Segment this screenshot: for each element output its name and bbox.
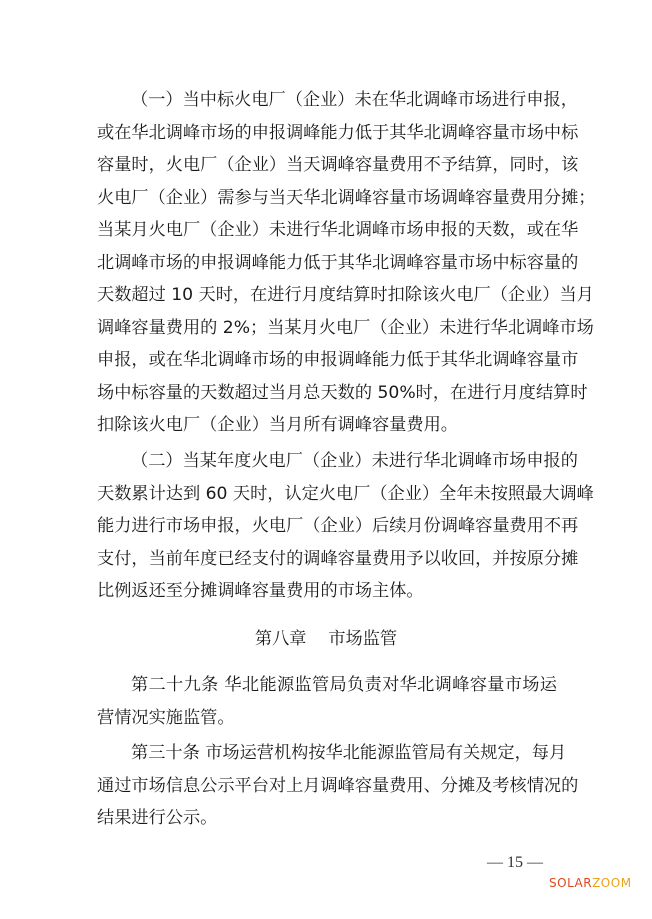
article-line: 营情况实施监管。 [97, 708, 235, 728]
paragraph-line: （一）当中标火电厂（企业）未在华北调峰市场进行申报， [131, 90, 578, 110]
paragraph-line: 扣除该火电厂（企业）当月所有调峰容量费用。 [97, 415, 458, 435]
paragraph-line: 当某月火电厂（企业）未进行华北调峰市场申报的天数，或在华 [97, 220, 579, 240]
page-number: — 15 — [487, 854, 543, 871]
paragraph-line: 申报，或在华北调峰市场的申报调峰能力低于其华北调峰容量市 [97, 350, 579, 370]
paragraph-line: 天数超过 10 天时，在进行月度结算时扣除该火电厂（企业）当月 [97, 285, 594, 305]
watermark-part1: SOLAR [549, 876, 593, 890]
paragraph-line: （二）当某年度火电厂（企业）未进行华北调峰市场申报的 [131, 451, 578, 471]
paragraph-line: 北调峰市场的申报调峰能力低于其华北调峰容量市场中标容量的 [97, 253, 579, 273]
paragraph-line: 火电厂（企业）需参与当天华北调峰容量市场调峰容量费用分摊； [97, 188, 596, 208]
article-line: 第二十九条 华北能源监管局负责对华北调峰容量市场运 [131, 675, 557, 695]
article-line: 通过市场信息公示平台对上月调峰容量费用、分摊及考核情况的 [97, 776, 579, 796]
paragraph-line: 比例返还至分摊调峰容量费用的市场主体。 [97, 581, 424, 601]
paragraph-line: 支付，当前年度已经支付的调峰容量费用予以收回，并按原分摊 [97, 549, 579, 569]
paragraph-line: 或在华北调峰市场的申报调峰能力低于其华北调峰容量市场中标 [97, 123, 579, 143]
watermark-part2: ZOOM [592, 876, 632, 890]
paragraph-line: 调峰容量费用的 2%；当某月火电厂（企业）未进行华北调峰市场 [97, 318, 594, 338]
article-line: 第三十条 市场运营机构按华北能源监管局有关规定，每月 [131, 743, 567, 763]
article-line: 结果进行公示。 [97, 808, 218, 828]
solarzoom-watermark [549, 875, 632, 891]
paragraph-line: 场中标容量的天数超过当月总天数的 50%时，在进行月度结算时 [97, 383, 588, 403]
paragraph-line: 容量时，火电厂（企业）当天调峰容量费用不予结算，同时，该 [97, 155, 579, 175]
chapter-heading: 第八章 市场监管 [254, 629, 398, 649]
paragraph-line: 天数累计达到 60 天时，认定火电厂（企业）全年未按照最大调峰 [97, 484, 594, 504]
paragraph-line: 能力进行市场申报，火电厂（企业）后续月份调峰容量费用不再 [97, 516, 579, 536]
